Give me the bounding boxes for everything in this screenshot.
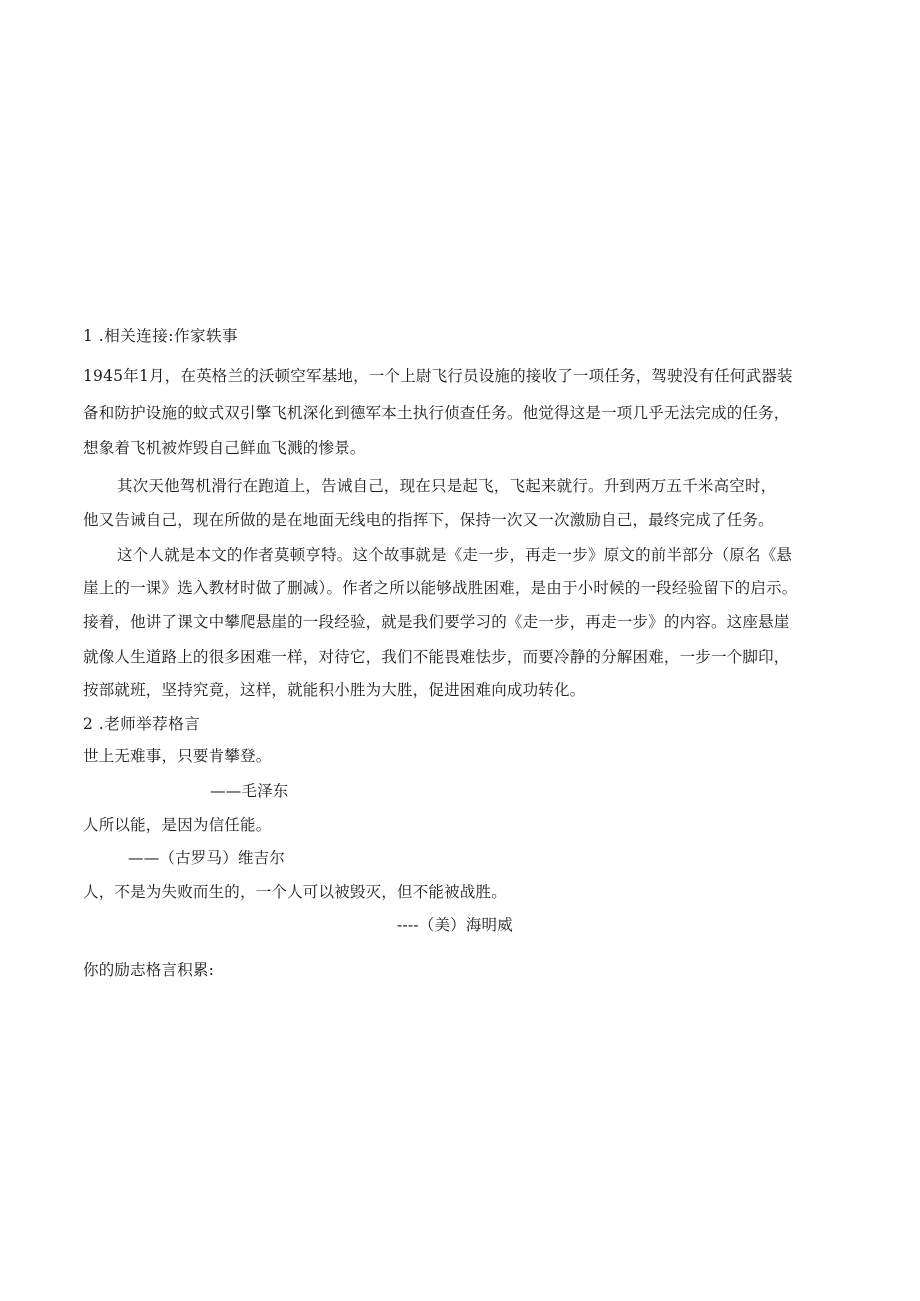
quote-2-text: 人所以能，是因为信任能。	[83, 816, 272, 834]
paragraph-3-line-3: 接着，他讲了课文中攀爬悬崖的一段经验，就是我们要学习的《走一步，再走一步》的内容。这座悬崖	[83, 613, 790, 631]
quote-1-text: 世上无难事，只要肯攀登。	[83, 747, 272, 765]
paragraph-1-line-1: 1945年1月，在英格兰的沃顿空军基地，一个上尉飞行员设施的接收了一项任务，驾驶没有任何武器装	[83, 367, 793, 385]
paragraph-2-line-1: 其次天他驾机滑行在跑道上，告诫自己，现在只是起飞，飞起来就行。升到两万五千米高空时，	[117, 477, 777, 495]
paragraph-3-line-2: 崖上的一课》选入教材时做了删减）。作者之所以能够战胜困难，是由于小时候的一段经验留下的启示。	[83, 579, 798, 597]
paragraph-1-line-2: 备和防护设施的蚊式双引擎飞机深化到德军本土执行侦查任务。他觉得这是一项几乎无法完成的任务，	[83, 404, 790, 422]
quote-3-text: 人，不是为失败而生的，一个人可以被毁灭，但不能被战胜。	[83, 883, 507, 901]
paragraph-1-line-3: 想象着飞机被炸毁自己鲜血飞溅的惨景。	[83, 439, 366, 457]
quote-1-author: ——毛泽东	[210, 782, 289, 800]
quote-3-author: ----（美）海明威	[397, 916, 513, 934]
paragraph-2-line-2: 他又告诫自己，现在所做的是在地面无线电的指挥下，保持一次又一次激励自己，最终完成了任务。	[83, 511, 774, 529]
section-2-heading: 2 .老师举荐格言	[83, 715, 201, 733]
paragraph-3-line-1: 这个人就是本文的作者莫顿亨特。这个故事就是《走一步，再走一步》原文的前半部分（原名《悬	[117, 546, 793, 564]
paragraph-3-line-4: 就像人生道路上的很多困难一样，对待它，我们不能畏难怯步，而要冷静的分解困难，一步一个脚印，	[83, 648, 790, 666]
quote-2-author: ——（古罗马）维吉尔	[128, 849, 286, 867]
motto-prompt: 你的励志格言积累:	[83, 961, 215, 979]
section-1-heading: 1 .相关连接:作家轶事	[83, 327, 238, 345]
paragraph-3-line-5: 按部就班，坚持究竟，这样，就能积小胜为大胜，促进困难向成功转化。	[83, 681, 586, 699]
